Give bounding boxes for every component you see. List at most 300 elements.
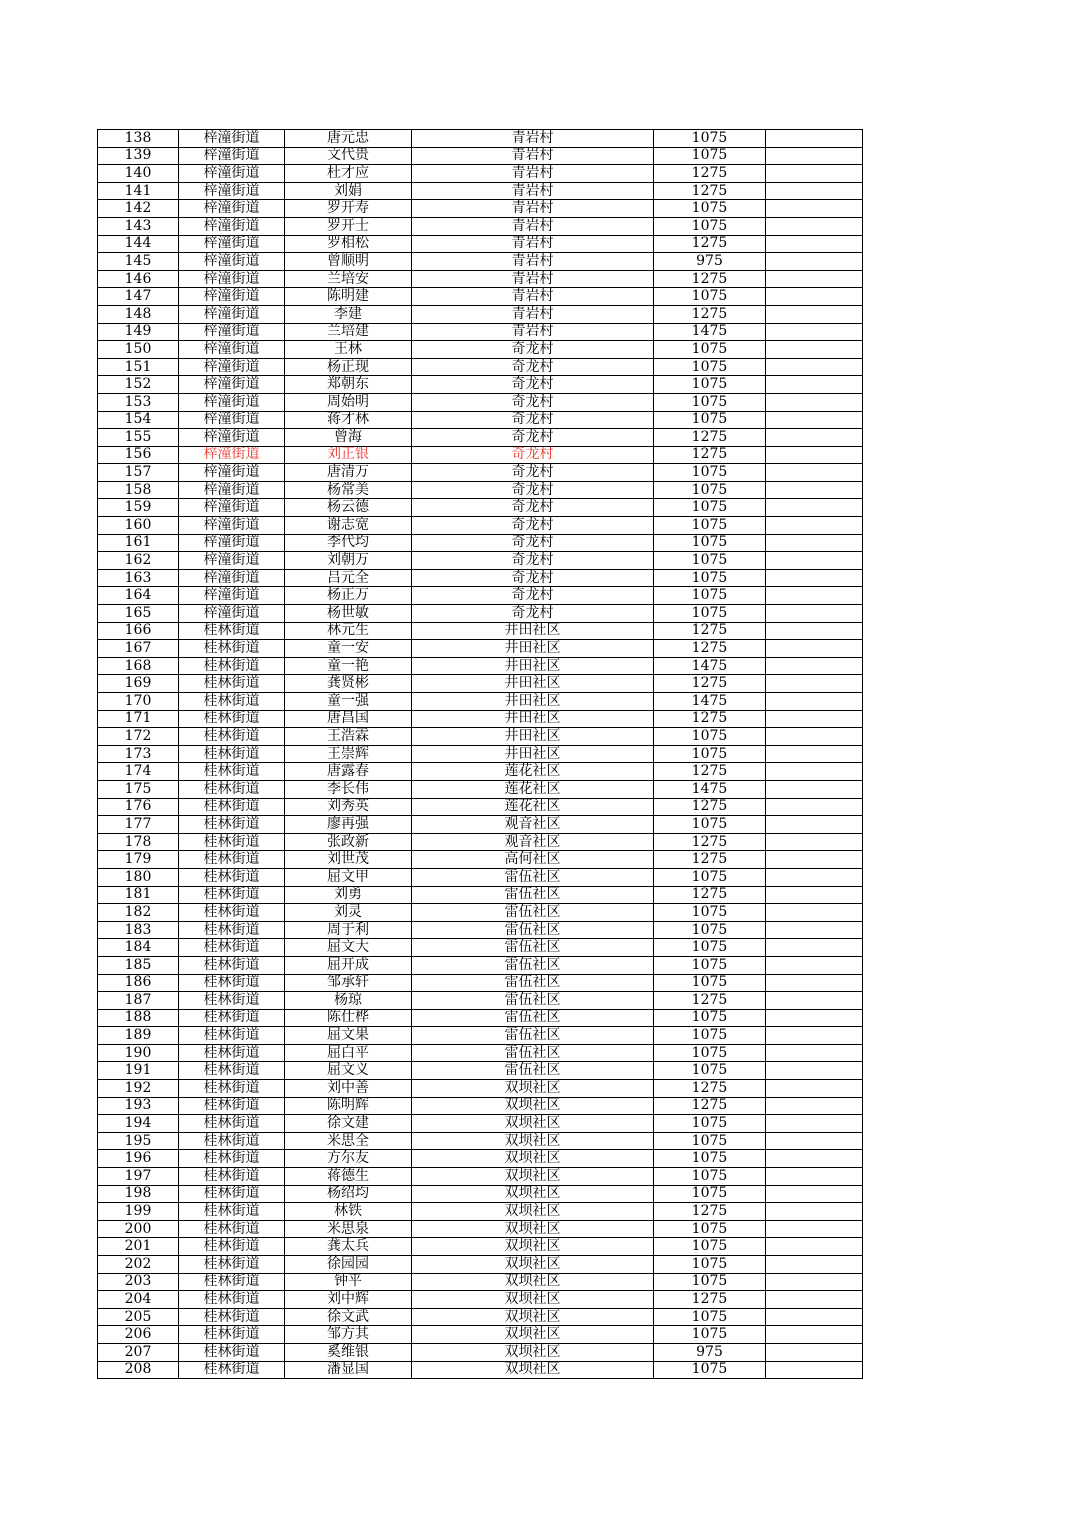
table-row (98, 1273, 863, 1291)
table-row (98, 745, 863, 763)
cell-village: 井田社区 (412, 693, 654, 711)
cell-amount: 1075 (654, 1361, 766, 1379)
table-row (98, 235, 863, 253)
cell-index: 193 (98, 1097, 179, 1115)
table-row (98, 622, 863, 640)
cell-amount: 1275 (654, 1080, 766, 1098)
cell-street: 桂林街道 (179, 640, 285, 658)
cell-index: 189 (98, 1027, 179, 1045)
cell-village: 奇龙村 (412, 517, 654, 535)
cell-note (766, 253, 863, 271)
cell-note (766, 323, 863, 341)
table-row (98, 305, 863, 323)
table-row (98, 640, 863, 658)
table-row (98, 974, 863, 992)
cell-name: 王林 (285, 341, 412, 359)
table-row (98, 657, 863, 675)
cell-note (766, 446, 863, 464)
cell-village: 双坝社区 (412, 1238, 654, 1256)
table-row (98, 1185, 863, 1203)
cell-note (766, 1291, 863, 1309)
cell-index: 153 (98, 393, 179, 411)
cell-amount: 1275 (654, 675, 766, 693)
cell-amount: 1275 (654, 429, 766, 447)
cell-index: 188 (98, 1009, 179, 1027)
cell-amount: 1075 (654, 1238, 766, 1256)
cell-amount: 1075 (654, 1273, 766, 1291)
cell-name: 屈文大 (285, 939, 412, 957)
cell-name: 米思全 (285, 1132, 412, 1150)
cell-village: 双坝社区 (412, 1291, 654, 1309)
cell-street: 桂林街道 (179, 745, 285, 763)
cell-name: 王浩霖 (285, 728, 412, 746)
cell-amount: 1275 (654, 305, 766, 323)
cell-amount: 1075 (654, 1220, 766, 1238)
cell-index: 184 (98, 939, 179, 957)
table-row (98, 1220, 863, 1238)
cell-note (766, 411, 863, 429)
cell-street: 桂林街道 (179, 956, 285, 974)
cell-village: 青岩村 (412, 165, 654, 183)
cell-name: 奚维银 (285, 1343, 412, 1361)
cell-note (766, 499, 863, 517)
cell-village: 雷伍社区 (412, 868, 654, 886)
cell-name: 杨绍均 (285, 1185, 412, 1203)
cell-street: 梓潼街道 (179, 270, 285, 288)
cell-village: 雷伍社区 (412, 1062, 654, 1080)
cell-street: 桂林街道 (179, 1080, 285, 1098)
cell-note (766, 587, 863, 605)
cell-amount: 1075 (654, 956, 766, 974)
cell-index: 196 (98, 1150, 179, 1168)
cell-village: 井田社区 (412, 657, 654, 675)
cell-amount: 1075 (654, 200, 766, 218)
table-row (98, 341, 863, 359)
cell-index: 159 (98, 499, 179, 517)
cell-amount: 1075 (654, 587, 766, 605)
cell-name: 邹方其 (285, 1326, 412, 1344)
cell-street: 桂林街道 (179, 1097, 285, 1115)
cell-index: 167 (98, 640, 179, 658)
cell-index: 180 (98, 868, 179, 886)
cell-name: 罗相松 (285, 235, 412, 253)
cell-amount: 1275 (654, 182, 766, 200)
cell-index: 191 (98, 1062, 179, 1080)
cell-name: 童一艳 (285, 657, 412, 675)
table-row (98, 288, 863, 306)
cell-index: 144 (98, 235, 179, 253)
cell-note (766, 1326, 863, 1344)
cell-village: 雷伍社区 (412, 1044, 654, 1062)
cell-street: 桂林街道 (179, 763, 285, 781)
cell-name: 陈明辉 (285, 1097, 412, 1115)
cell-village: 青岩村 (412, 270, 654, 288)
cell-note (766, 1009, 863, 1027)
cell-index: 183 (98, 921, 179, 939)
cell-street: 桂林街道 (179, 710, 285, 728)
cell-amount: 1075 (654, 411, 766, 429)
cell-index: 145 (98, 253, 179, 271)
cell-name: 刘朝万 (285, 552, 412, 570)
cell-street: 桂林街道 (179, 693, 285, 711)
cell-note (766, 517, 863, 535)
cell-amount: 1075 (654, 217, 766, 235)
cell-index: 154 (98, 411, 179, 429)
table-row (98, 675, 863, 693)
cell-village: 双坝社区 (412, 1132, 654, 1150)
cell-index: 162 (98, 552, 179, 570)
cell-village: 井田社区 (412, 675, 654, 693)
table-row (98, 868, 863, 886)
cell-amount: 1475 (654, 780, 766, 798)
cell-amount: 1075 (654, 904, 766, 922)
cell-index: 175 (98, 780, 179, 798)
cell-village: 青岩村 (412, 253, 654, 271)
cell-note (766, 270, 863, 288)
cell-note (766, 640, 863, 658)
cell-amount: 1275 (654, 622, 766, 640)
cell-note (766, 1308, 863, 1326)
table-row (98, 1343, 863, 1361)
cell-index: 186 (98, 974, 179, 992)
cell-village: 奇龙村 (412, 446, 654, 464)
cell-note (766, 1132, 863, 1150)
cell-street: 桂林街道 (179, 1273, 285, 1291)
cell-name: 杨常美 (285, 481, 412, 499)
cell-amount: 1275 (654, 851, 766, 869)
cell-note (766, 341, 863, 359)
cell-note (766, 1238, 863, 1256)
cell-name: 林铁 (285, 1203, 412, 1221)
table-row (98, 1168, 863, 1186)
cell-note (766, 235, 863, 253)
cell-village: 奇龙村 (412, 464, 654, 482)
table-row (98, 605, 863, 623)
cell-village: 双坝社区 (412, 1343, 654, 1361)
cell-street: 梓潼街道 (179, 376, 285, 394)
cell-street: 梓潼街道 (179, 253, 285, 271)
cell-street: 桂林街道 (179, 868, 285, 886)
cell-name: 屈白平 (285, 1044, 412, 1062)
cell-index: 157 (98, 464, 179, 482)
cell-village: 雷伍社区 (412, 886, 654, 904)
cell-amount: 1075 (654, 1009, 766, 1027)
cell-amount: 1075 (654, 1326, 766, 1344)
cell-street: 梓潼街道 (179, 411, 285, 429)
table-row (98, 182, 863, 200)
cell-index: 152 (98, 376, 179, 394)
cell-amount: 1475 (654, 693, 766, 711)
cell-index: 171 (98, 710, 179, 728)
table-row (98, 411, 863, 429)
cell-index: 138 (98, 130, 179, 148)
cell-note (766, 429, 863, 447)
cell-index: 205 (98, 1308, 179, 1326)
table-body (98, 130, 863, 1379)
cell-name: 刘正银 (285, 446, 412, 464)
cell-village: 双坝社区 (412, 1080, 654, 1098)
table-row (98, 1027, 863, 1045)
cell-village: 奇龙村 (412, 358, 654, 376)
cell-street: 桂林街道 (179, 1044, 285, 1062)
cell-village: 奇龙村 (412, 605, 654, 623)
cell-amount: 1075 (654, 1256, 766, 1274)
cell-street: 桂林街道 (179, 992, 285, 1010)
table-row (98, 939, 863, 957)
table-row (98, 587, 863, 605)
table-row (98, 429, 863, 447)
cell-street: 梓潼街道 (179, 358, 285, 376)
cell-name: 蒋才林 (285, 411, 412, 429)
cell-village: 奇龙村 (412, 587, 654, 605)
cell-village: 雷伍社区 (412, 1009, 654, 1027)
cell-amount: 1075 (654, 728, 766, 746)
cell-index: 150 (98, 341, 179, 359)
cell-village: 雷伍社区 (412, 974, 654, 992)
table-row (98, 393, 863, 411)
cell-note (766, 798, 863, 816)
cell-note (766, 833, 863, 851)
cell-note (766, 464, 863, 482)
table-row (98, 1238, 863, 1256)
cell-name: 刘娟 (285, 182, 412, 200)
cell-street: 桂林街道 (179, 1185, 285, 1203)
cell-amount: 1075 (654, 517, 766, 535)
table-row (98, 851, 863, 869)
cell-amount: 1075 (654, 745, 766, 763)
cell-amount: 1075 (654, 569, 766, 587)
cell-village: 井田社区 (412, 728, 654, 746)
cell-street: 梓潼街道 (179, 200, 285, 218)
cell-street: 梓潼街道 (179, 552, 285, 570)
cell-index: 192 (98, 1080, 179, 1098)
cell-village: 莲花社区 (412, 763, 654, 781)
cell-village: 双坝社区 (412, 1256, 654, 1274)
cell-village: 雷伍社区 (412, 921, 654, 939)
cell-index: 174 (98, 763, 179, 781)
table-row (98, 1150, 863, 1168)
cell-village: 井田社区 (412, 710, 654, 728)
cell-name: 文代贵 (285, 147, 412, 165)
cell-village: 双坝社区 (412, 1168, 654, 1186)
cell-street: 梓潼街道 (179, 481, 285, 499)
table-row (98, 534, 863, 552)
cell-index: 164 (98, 587, 179, 605)
cell-street: 桂林街道 (179, 622, 285, 640)
cell-note (766, 130, 863, 148)
cell-note (766, 1062, 863, 1080)
table-row (98, 1203, 863, 1221)
cell-amount: 1275 (654, 992, 766, 1010)
cell-street: 桂林街道 (179, 1343, 285, 1361)
table-row (98, 1361, 863, 1379)
cell-name: 刘中善 (285, 1080, 412, 1098)
table-row (98, 200, 863, 218)
cell-name: 方尔友 (285, 1150, 412, 1168)
cell-index: 178 (98, 833, 179, 851)
cell-street: 桂林街道 (179, 921, 285, 939)
cell-index: 172 (98, 728, 179, 746)
cell-name: 兰培建 (285, 323, 412, 341)
cell-name: 杨正现 (285, 358, 412, 376)
table-row (98, 992, 863, 1010)
cell-index: 143 (98, 217, 179, 235)
cell-index: 165 (98, 605, 179, 623)
cell-name: 谢志宽 (285, 517, 412, 535)
cell-street: 桂林街道 (179, 974, 285, 992)
cell-street: 桂林街道 (179, 1115, 285, 1133)
cell-index: 190 (98, 1044, 179, 1062)
cell-name: 杜才应 (285, 165, 412, 183)
cell-village: 青岩村 (412, 323, 654, 341)
cell-street: 桂林街道 (179, 1238, 285, 1256)
cell-name: 林元生 (285, 622, 412, 640)
cell-village: 奇龙村 (412, 534, 654, 552)
cell-village: 奇龙村 (412, 393, 654, 411)
cell-note (766, 728, 863, 746)
cell-amount: 1075 (654, 376, 766, 394)
table-row (98, 921, 863, 939)
cell-index: 206 (98, 1326, 179, 1344)
cell-street: 梓潼街道 (179, 235, 285, 253)
cell-amount: 1275 (654, 798, 766, 816)
cell-street: 梓潼街道 (179, 288, 285, 306)
cell-name: 潘显国 (285, 1361, 412, 1379)
cell-index: 169 (98, 675, 179, 693)
cell-note (766, 1150, 863, 1168)
table-row (98, 552, 863, 570)
cell-note (766, 376, 863, 394)
cell-name: 屈文义 (285, 1062, 412, 1080)
cell-note (766, 605, 863, 623)
cell-note (766, 1220, 863, 1238)
cell-index: 185 (98, 956, 179, 974)
cell-village: 双坝社区 (412, 1308, 654, 1326)
cell-street: 梓潼街道 (179, 147, 285, 165)
cell-village: 双坝社区 (412, 1361, 654, 1379)
cell-street: 桂林街道 (179, 816, 285, 834)
cell-amount: 1075 (654, 1044, 766, 1062)
cell-note (766, 868, 863, 886)
cell-street: 梓潼街道 (179, 605, 285, 623)
table-row (98, 358, 863, 376)
cell-index: 202 (98, 1256, 179, 1274)
table-row (98, 481, 863, 499)
cell-index: 198 (98, 1185, 179, 1203)
table-row (98, 253, 863, 271)
cell-amount: 1075 (654, 499, 766, 517)
cell-note (766, 1256, 863, 1274)
cell-name: 徐文武 (285, 1308, 412, 1326)
cell-amount: 1075 (654, 816, 766, 834)
cell-note (766, 939, 863, 957)
cell-amount: 1275 (654, 710, 766, 728)
cell-index: 163 (98, 569, 179, 587)
table-row (98, 130, 863, 148)
cell-street: 桂林街道 (179, 1326, 285, 1344)
cell-village: 井田社区 (412, 640, 654, 658)
cell-index: 158 (98, 481, 179, 499)
table-row (98, 1326, 863, 1344)
table-row (98, 1097, 863, 1115)
cell-index: 208 (98, 1361, 179, 1379)
cell-street: 梓潼街道 (179, 446, 285, 464)
cell-note (766, 481, 863, 499)
cell-index: 176 (98, 798, 179, 816)
table-row (98, 886, 863, 904)
table-row (98, 1132, 863, 1150)
cell-note (766, 974, 863, 992)
cell-street: 桂林街道 (179, 1062, 285, 1080)
cell-amount: 1075 (654, 393, 766, 411)
cell-note (766, 1361, 863, 1379)
cell-amount: 1075 (654, 1115, 766, 1133)
cell-name: 李长伟 (285, 780, 412, 798)
cell-street: 桂林街道 (179, 657, 285, 675)
cell-name: 屈文甲 (285, 868, 412, 886)
cell-amount: 1075 (654, 1132, 766, 1150)
cell-note (766, 534, 863, 552)
cell-amount: 1075 (654, 939, 766, 957)
cell-note (766, 1080, 863, 1098)
cell-index: 149 (98, 323, 179, 341)
cell-street: 梓潼街道 (179, 341, 285, 359)
cell-amount: 1275 (654, 1291, 766, 1309)
cell-street: 桂林街道 (179, 1132, 285, 1150)
cell-note (766, 1115, 863, 1133)
cell-name: 屈开成 (285, 956, 412, 974)
cell-amount: 1075 (654, 1185, 766, 1203)
cell-name: 兰培安 (285, 270, 412, 288)
cell-index: 168 (98, 657, 179, 675)
cell-amount: 1075 (654, 1062, 766, 1080)
cell-name: 唐清万 (285, 464, 412, 482)
table-row (98, 833, 863, 851)
table-row (98, 1291, 863, 1309)
cell-index: 203 (98, 1273, 179, 1291)
cell-street: 梓潼街道 (179, 464, 285, 482)
cell-street: 桂林街道 (179, 780, 285, 798)
cell-note (766, 675, 863, 693)
table-row-highlighted (98, 446, 863, 464)
cell-note (766, 200, 863, 218)
cell-note (766, 921, 863, 939)
table-row (98, 569, 863, 587)
cell-street: 桂林街道 (179, 1361, 285, 1379)
cell-index: 195 (98, 1132, 179, 1150)
table-row (98, 816, 863, 834)
table-row (98, 323, 863, 341)
cell-street: 梓潼街道 (179, 534, 285, 552)
cell-name: 龚贤彬 (285, 675, 412, 693)
table-row (98, 798, 863, 816)
cell-name: 唐露春 (285, 763, 412, 781)
cell-name: 杨琼 (285, 992, 412, 1010)
cell-village: 青岩村 (412, 305, 654, 323)
cell-amount: 1275 (654, 165, 766, 183)
cell-index: 148 (98, 305, 179, 323)
cell-amount: 1075 (654, 1027, 766, 1045)
cell-note (766, 622, 863, 640)
table-row (98, 763, 863, 781)
cell-street: 桂林街道 (179, 886, 285, 904)
cell-amount: 975 (654, 253, 766, 271)
cell-village: 井田社区 (412, 745, 654, 763)
cell-note (766, 851, 863, 869)
cell-note (766, 393, 863, 411)
cell-street: 桂林街道 (179, 939, 285, 957)
cell-village: 青岩村 (412, 200, 654, 218)
